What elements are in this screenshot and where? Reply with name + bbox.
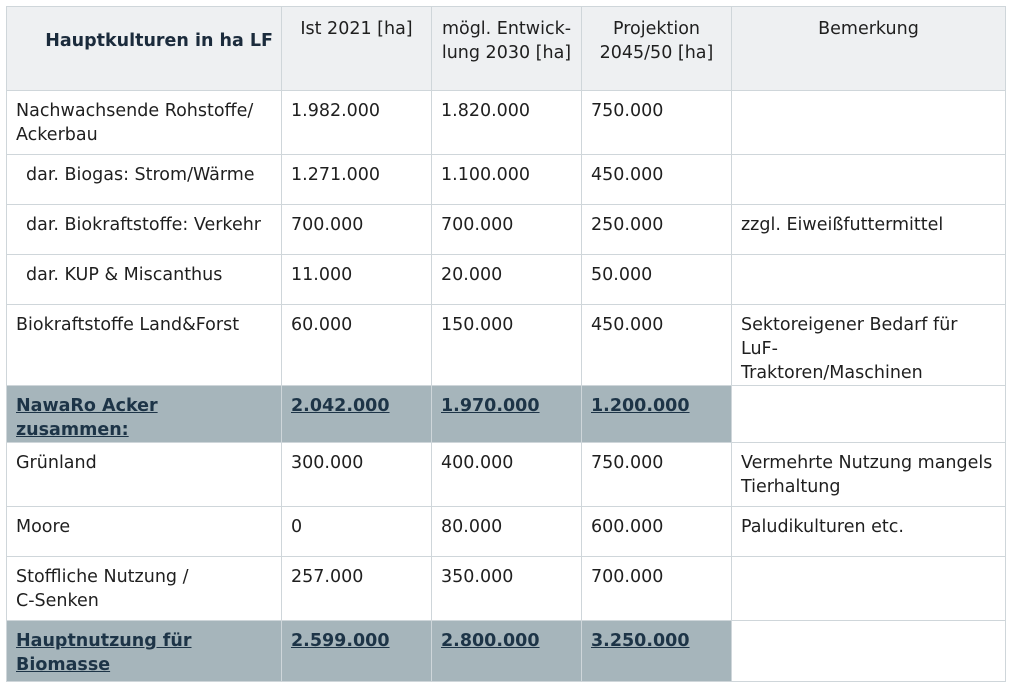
cell-label: dar. Biokraftstoffe: Verkehr xyxy=(7,205,282,255)
cell-2045: 1.200.000 xyxy=(582,386,732,443)
header-bemerkung: Bemerkung xyxy=(732,7,1006,91)
summary-row-biomasse xyxy=(7,621,1006,682)
cell-ist-2021: 2.042.000 xyxy=(282,386,432,443)
table-row xyxy=(7,155,1006,205)
table-row xyxy=(7,305,1006,386)
table-row xyxy=(7,255,1006,305)
cell-2030: 400.000 xyxy=(432,443,582,507)
cell-label: Grünland xyxy=(7,443,282,507)
header-ist-2021: Ist 2021 [ha] xyxy=(282,7,432,91)
cell-2045: 3.250.000 xyxy=(582,621,732,682)
cell-label: Moore xyxy=(7,507,282,557)
cell-ist-2021: 1.982.000 xyxy=(282,91,432,155)
cell-remark xyxy=(732,621,1006,682)
cell-remark xyxy=(732,155,1006,205)
header-entwicklung-2030: mögl. Entwick- lung 2030 [ha] xyxy=(432,7,582,91)
cell-2030: 1.970.000 xyxy=(432,386,582,443)
cell-2045: 750.000 xyxy=(582,91,732,155)
cell-2030: 20.000 xyxy=(432,255,582,305)
cell-remark: zzgl. Eiweißfuttermittel xyxy=(732,205,1006,255)
cell-2030: 80.000 xyxy=(432,507,582,557)
crop-area-table xyxy=(6,6,1006,682)
summary-row-nawaro xyxy=(7,386,1006,443)
cell-ist-2021: 0 xyxy=(282,507,432,557)
cell-2030: 1.100.000 xyxy=(432,155,582,205)
cell-label: dar. Biogas: Strom/Wärme xyxy=(7,155,282,205)
table-row xyxy=(7,443,1006,507)
table-row xyxy=(7,205,1006,255)
cell-remark xyxy=(732,386,1006,443)
cell-2030: 150.000 xyxy=(432,305,582,386)
cell-ist-2021: 257.000 xyxy=(282,557,432,621)
table-row xyxy=(7,557,1006,621)
cell-2045: 750.000 xyxy=(582,443,732,507)
table-row xyxy=(7,91,1006,155)
cell-remark: Vermehrte Nutzung mangels Tierhaltung xyxy=(732,443,1006,507)
cell-remark: Sektoreigener Bedarf für LuF- Traktoren/Maschinen xyxy=(732,305,1006,386)
cell-label: Hauptnutzung für Biomasse xyxy=(7,621,282,682)
cell-remark: Paludikulturen etc. xyxy=(732,507,1006,557)
cell-ist-2021: 11.000 xyxy=(282,255,432,305)
cell-ist-2021: 300.000 xyxy=(282,443,432,507)
cell-label: Nachwachsende Rohstoffe/ Ackerbau xyxy=(7,91,282,155)
cell-2045: 250.000 xyxy=(582,205,732,255)
header-row xyxy=(7,7,1006,91)
cell-ist-2021: 60.000 xyxy=(282,305,432,386)
cell-2030: 350.000 xyxy=(432,557,582,621)
cell-2030: 1.820.000 xyxy=(432,91,582,155)
cell-label: dar. KUP & Miscanthus xyxy=(7,255,282,305)
header-hauptkulturen: Hauptkulturen in ha LF xyxy=(7,7,282,91)
cell-label: NawaRo Acker zusammen: xyxy=(7,386,282,443)
cell-2045: 700.000 xyxy=(582,557,732,621)
cell-remark xyxy=(732,91,1006,155)
cell-remark xyxy=(732,557,1006,621)
cell-2045: 450.000 xyxy=(582,305,732,386)
table-row xyxy=(7,507,1006,557)
cell-ist-2021: 700.000 xyxy=(282,205,432,255)
cell-label: Biokraftstoffe Land&Forst xyxy=(7,305,282,386)
cell-2045: 600.000 xyxy=(582,507,732,557)
cell-2030: 700.000 xyxy=(432,205,582,255)
cell-remark xyxy=(732,255,1006,305)
cell-ist-2021: 2.599.000 xyxy=(282,621,432,682)
cell-2045: 450.000 xyxy=(582,155,732,205)
header-projektion-2045: Projektion 2045/50 [ha] xyxy=(582,7,732,91)
cell-2045: 50.000 xyxy=(582,255,732,305)
cell-label: Stoffliche Nutzung / C-Senken xyxy=(7,557,282,621)
cell-ist-2021: 1.271.000 xyxy=(282,155,432,205)
cell-2030: 2.800.000 xyxy=(432,621,582,682)
